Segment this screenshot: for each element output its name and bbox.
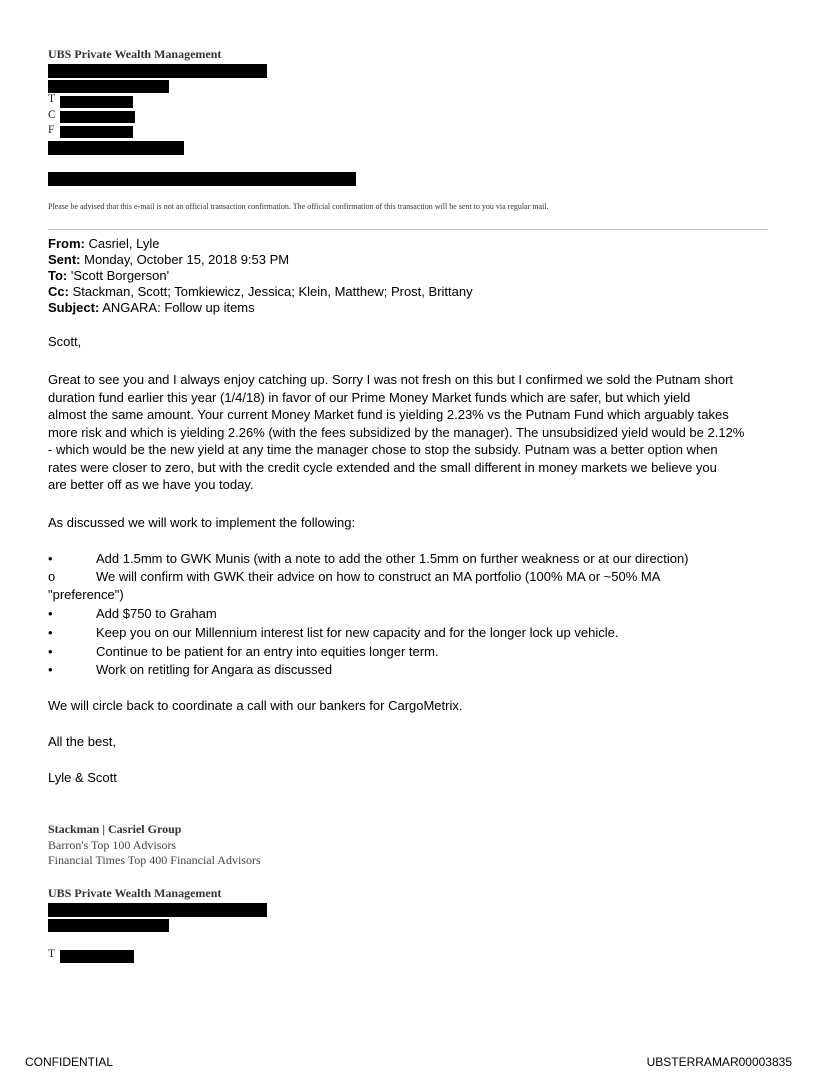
closing: All the best,: [48, 734, 116, 749]
list-item-text: Work on retitling for Angara as discussed: [96, 662, 333, 677]
redaction-block: [48, 919, 169, 932]
list-item: [48, 624, 793, 643]
body-paragraph-1: [48, 371, 793, 494]
bullet-icon: •: [48, 625, 53, 640]
list-item: [48, 550, 793, 568]
to-line: To: 'Scott Borgerson': [48, 268, 170, 283]
list-item-continuation: [48, 586, 793, 605]
cc-value: Stackman, Scott; Tomkiewicz, Jessica; Klein, Matthew; Prost, Brittany: [72, 284, 473, 299]
redaction-block: [60, 950, 134, 963]
redaction-block: [48, 64, 267, 78]
sent-value: Monday, October 15, 2018 9:53 PM: [84, 252, 290, 267]
list-item-text: "preference"): [48, 587, 124, 602]
footer-confidential: CONFIDENTIAL: [25, 1055, 114, 1069]
group-name: Stackman | Casriel Group: [48, 822, 182, 836]
redaction-block: [60, 96, 133, 108]
signoff: Lyle & Scott: [48, 770, 117, 785]
list-item: [48, 661, 793, 679]
from-line: From: Casriel, Lyle: [48, 236, 160, 251]
bottom-signature-brand: UBS Private Wealth Management: [48, 886, 222, 900]
phone-label-c: C: [48, 109, 56, 121]
list-item: [48, 605, 793, 624]
phone-label-f: F: [48, 124, 55, 136]
disclaimer: Please be advised that this e-mail is not an official transaction confirmation. The official confirmation of this transaction will be sent to you via regular mail.: [48, 202, 549, 211]
cc-line: Cc: Stackman, Scott; Tomkiewicz, Jessica; Klein, Matthew; Prost, Brittany: [48, 284, 473, 299]
from-value: Casriel, Lyle: [88, 236, 160, 251]
top-signature-brand: UBS Private Wealth Management: [48, 47, 222, 61]
bullet-list: [48, 550, 793, 679]
body-paragraph-2: As discussed we will work to implement the following:: [48, 515, 356, 530]
bullet-icon: •: [48, 606, 53, 621]
bullet-icon: •: [48, 551, 53, 566]
redaction-block: [60, 126, 133, 138]
subject-line: Subject: ANGARA: Follow up items: [48, 300, 255, 315]
email-header: [48, 236, 788, 316]
text-line: Great to see you and I always enjoy catching up. Sorry I was not fresh on this but I confirmed we sold the Putnam short: [48, 372, 734, 387]
list-item: [48, 643, 793, 661]
text-line: more risk and which is yielding 2.26% (with the fees subsidized by the manager). The unsubsidized yield would be 2.12%: [48, 424, 745, 440]
to-value: 'Scott Borgerson': [70, 268, 170, 283]
redaction-block: [48, 80, 169, 93]
text-line: duration fund earlier this year (1/4/18) in favor of our Prime Money Market funds which are safer, but which yield: [48, 389, 691, 405]
subject-value: ANGARA: Follow up items: [102, 300, 255, 315]
body-paragraph-3: We will circle back to coordinate a call with our bankers for CargoMetrix.: [48, 698, 463, 713]
list-item-text: Continue to be patient for an entry into equities longer term.: [96, 644, 439, 659]
award-line: Barron's Top 100 Advisors: [48, 838, 177, 852]
bullet-icon: •: [48, 662, 53, 677]
phone-label-t: T: [48, 93, 56, 105]
list-item-text: Add 1.5mm to GWK Munis (with a note to add the other 1.5mm on further weakness or at our direction): [96, 551, 689, 566]
sub-bullet-icon: o: [48, 569, 56, 584]
list-item-text: Keep you on our Millennium interest list for new capacity and for the longer lock up vehicle.: [96, 625, 619, 640]
list-item-text: We will confirm with GWK their advice on how to construct an MA portfolio (100% MA or ~50% MA: [96, 569, 661, 584]
footer-bates-number: UBSTERRAMAR00003835: [646, 1055, 792, 1069]
text-line: are better off as we have you today.: [48, 477, 254, 492]
redaction-block: [60, 111, 135, 123]
text-line: rates were closer to zero, but with the credit cycle extended and the small different in money markets we believe you: [48, 459, 717, 475]
redaction-block: [48, 903, 267, 917]
award-line: Financial Times Top 400 Financial Advisors: [48, 853, 261, 867]
text-line: almost the same amount. Your current Money Market fund is yielding 2.23% vs the Putnam Fund which arguably takes: [48, 407, 729, 422]
bullet-icon: •: [48, 644, 53, 659]
list-item: [48, 568, 793, 586]
redaction-block: [48, 141, 184, 155]
text-line: - which would be the new yield at any time the manager chose to stop the subsidy. Putnam was a better option when: [48, 442, 718, 457]
sent-line: Sent: Monday, October 15, 2018 9:53 PM: [48, 252, 290, 267]
greeting: Scott,: [48, 334, 82, 349]
divider: [48, 229, 768, 230]
list-item-text: Add $750 to Graham: [96, 606, 217, 621]
redaction-block: [48, 172, 356, 186]
phone-label-t: T: [48, 948, 56, 960]
